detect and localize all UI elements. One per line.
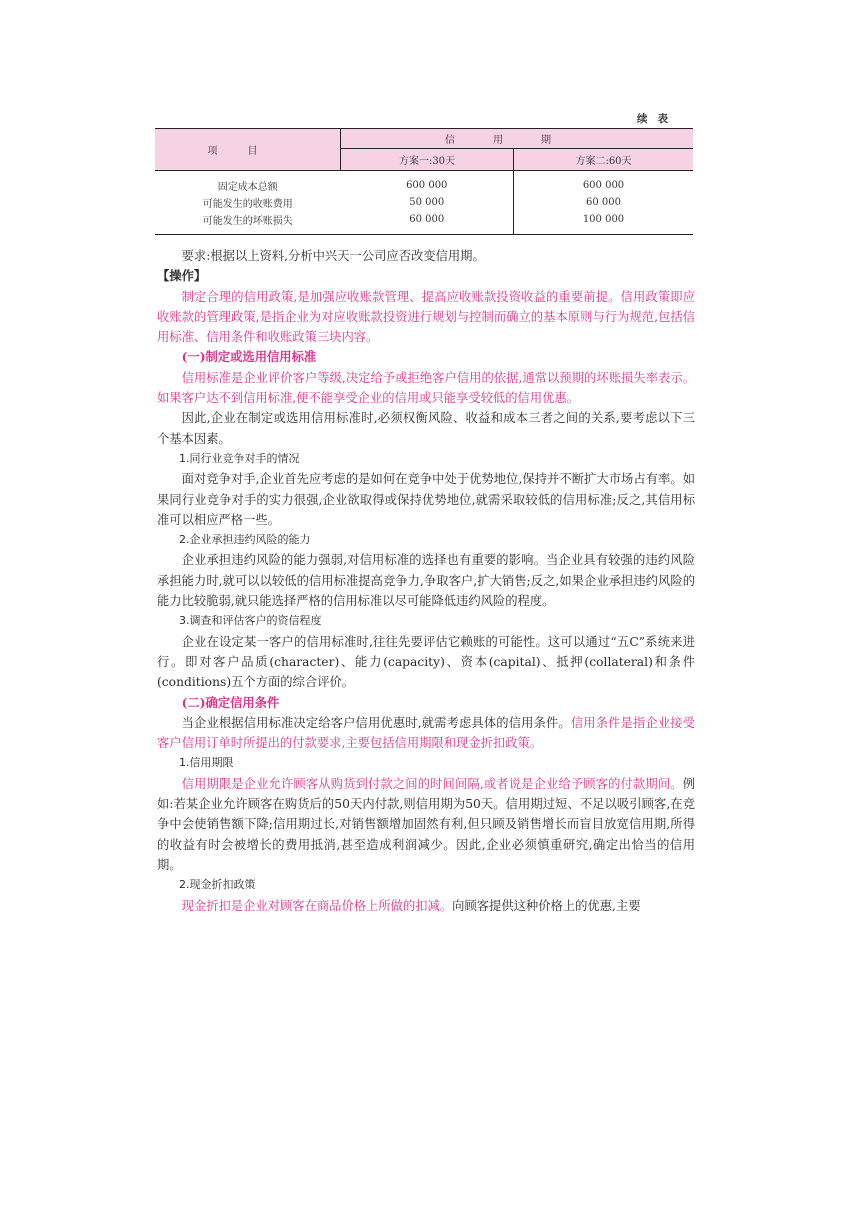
header-item: 项目 — [155, 129, 341, 171]
section-heading-credit-standard: (一)制定或选用信用标准 — [181, 349, 317, 365]
row-label: 可能发生的收账费用 — [202, 199, 293, 210]
row-value-plan-1: 50 000 — [341, 194, 514, 211]
credit-terms-definition: 信用条件是指企业接受客户信用订单时所提出的付款要求,主要包括信用期限和现金折扣政策。 — [157, 715, 695, 751]
row-value-plan-2: 60 000 — [586, 197, 621, 208]
row-value-plan-1: 60 000 — [341, 211, 514, 235]
credit-standard-factors: 因此,企业在制定或选用信用标准时,必须权衡风险、收益和成本三者之间的关系,要考虑以下三个基本因素。 — [157, 411, 695, 446]
paragraph-default-risk: 企业承担违约风险的能力强弱,对信用标准的选择也有重要的影响。当企业具有较强的违约风险承担能力时,就可以以较低的信用标准提高竞争力,争取客户,扩大销售;反之,如果企业承担违约风险的能力比较脆弱,就只能选择严格的信用标准以尽可能降低违约风险的程度。 — [157, 553, 695, 609]
row-label: 可能发生的坏账损失 — [155, 211, 341, 235]
requirement-paragraph: 要求:根据以上资料,分析中兴天一公司应否改变信用期。 — [181, 249, 485, 263]
paragraph-competitors: 面对竞争对手,企业首先应考虑的是如何在竞争中处于优势地位,保持并不断扩大市场占有率。如果同行业竞争对手的实力很强,企业欲取得或保持优势地位,就需采取较低的信用标准;反之,其信用标准可以相应严格一些。 — [157, 472, 695, 527]
operation-heading: 【操作】 — [157, 268, 207, 284]
credit-period-definition: 信用期限是企业允许顾客从购货到付款之间的时间间隔,或者说是企业给予顾客的付款期间。 — [181, 776, 683, 791]
cash-discount-definition: 现金折扣是企业对顾客在商品价格上所做的扣减。 — [181, 898, 453, 913]
body-text — [157, 246, 695, 916]
cash-discount-continuation: 向顾客提供这种价格上的优惠,主要 — [452, 898, 641, 913]
subheading-competitors: 1.同行业竞争对手的情况 — [179, 451, 300, 465]
intro-paragraph: 制定合理的信用政策,是加强应收账款管理、提高应收账款投资收益的重要前提。信用政策即应收账款的管理政策,是指企业为对应收账款投资进行规划与控制而确立的基本原则与行为规范,包括信用标准、信用条件和收账政策三块内容。 — [157, 289, 695, 345]
table-row — [155, 211, 693, 235]
continued-table-label: 续表 — [637, 113, 678, 125]
section-heading-credit-terms: (二)确定信用条件 — [181, 694, 280, 710]
credit-standard-definition: 信用标准是企业评价客户等级,决定给予或拒绝客户信用的依据,通常以预期的坏账损失率表示。如果客户达不到信用标准,便不能享受企业的信用或只能享受较低的信用优惠。 — [157, 370, 695, 406]
row-label: 固定成本总额 — [217, 182, 278, 193]
header-plan-1: 方案一:30天 — [341, 149, 514, 171]
row-value-plan-2: 600 000 — [582, 180, 625, 191]
credit-period-table — [155, 128, 693, 235]
table-row — [155, 171, 693, 195]
paragraph-cash-discount — [157, 896, 695, 916]
header-credit-period: 信用期 — [341, 129, 694, 149]
row-value-plan-2: 100 000 — [514, 211, 694, 235]
table-row — [155, 194, 693, 211]
credit-terms-lead: 当企业根据信用标准决定给客户信用优惠时,就需考虑具体的信用条件。 — [181, 715, 571, 730]
row-value-plan-1: 600 000 — [341, 171, 514, 195]
paragraph-credit-assessment: 企业在设定某一客户的信用标准时,往往先要评估它赖账的可能性。这可以通过“五C”系统来进行。即对客户品质(character)、能力(capacity)、资本(capital)、抵押(collateral)和条件(conditions)五个方面的综合评价。 — [157, 634, 695, 690]
header-plan-2: 方案二:60天 — [514, 149, 694, 171]
subheading-default-risk: 2.企业承担违约风险的能力 — [179, 533, 311, 547]
credit-period-example: 例如:若某企业允许顾客在购货后的50天内付款,则信用期为50天。信用期过短、不足以吸引顾客,在竞争中会使销售额下降;信用期过长,对销售额增加固然有利,但只顾及销售增长而盲目放宽信用期,所得的收益有时会被增长的费用抵消,甚至造成利润减少。因此,企业必须慎重研究,确定出恰当的信用期。 — [157, 776, 695, 872]
subheading-cash-discount: 2.现金折扣政策 — [179, 878, 256, 892]
subheading-credit-period: 1.信用期限 — [179, 756, 234, 770]
subheading-credit-assessment: 3.调查和评估客户的资信程度 — [179, 614, 322, 628]
paragraph-credit-terms — [157, 713, 695, 754]
paragraph-credit-period — [157, 774, 695, 875]
